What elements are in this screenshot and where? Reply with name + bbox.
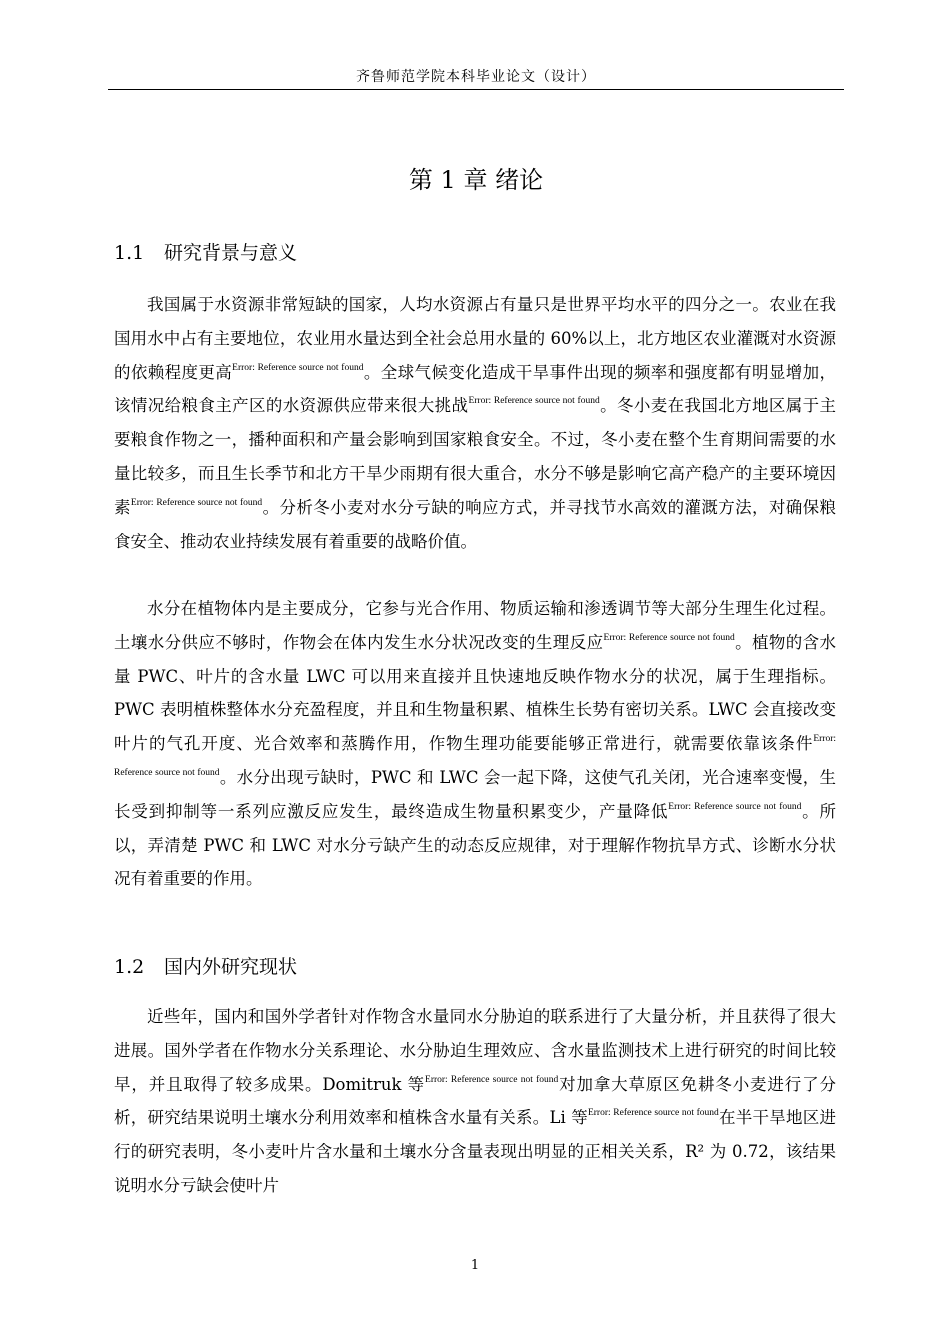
paragraph-text: 。植物的含水量 PWC、叶片的含水量 LWC 可以用来直接并且快速地反映作物水分的状况，属于生理指标。PWC 表明植株整体水分充盈程度，并且和生物量积累、植株生长势有密切关系。LWC 会直接改变叶片的气孔开度、光合效率和蒸腾作用，作物生理功能要能够正常进行，就需要依靠该条件	[114, 632, 837, 754]
header-rule	[108, 89, 844, 90]
paragraph-text: 对加拿大草原区免耕冬小麦进行了分析，研究结果说明土壤水分利用效率和植株含水量有关系。Li 等	[114, 1074, 836, 1128]
page-number: 1	[470, 1258, 480, 1273]
paragraph-text: 在半干旱地区进行的研究表明，冬小麦叶片含水量和土壤水分含量表现出明显的正相关关系，R² 为 0.72，该结果说明水分亏缺会使叶片	[114, 1108, 836, 1195]
paragraph-text: 水分在植物体内是主要成分，它参与光合作用、物质运输和渗透调节等大部分生理生化过程。土壤水分供应不够时，作物会在体内发生水分状况改变的生理反应	[114, 599, 836, 652]
reference-error: Error: Reference source not found	[668, 801, 802, 812]
reference-error: Error: Reference source not found	[587, 1108, 719, 1119]
section-number: 1.1	[114, 242, 145, 264]
section-number: 1.2	[114, 956, 145, 978]
reference-error: Error: Reference source not found	[130, 497, 263, 508]
reference-error: Error: Reference source not found	[468, 396, 600, 407]
reference-error: Error: Reference source not found	[425, 1074, 559, 1085]
page-header: 齐鲁师范学院本科毕业论文（设计）	[356, 69, 596, 85]
paragraph-water-physiology	[114, 592, 836, 896]
chapter-title: 第 1 章 绪论	[408, 166, 544, 194]
paragraph-text: 我国属于水资源非常短缺的国家，人均水资源占有量只是世界平均水平的四分之一。农业在我国用水中占有主要地位，农业用水量达到全社会总用水量的 60%以上，北方地区农业灌溉对水资源的依赖程度更高	[114, 295, 836, 382]
section-heading-1-1	[114, 238, 297, 265]
reference-error: Error: Reference source not found	[114, 734, 836, 778]
paragraph-text: 近些年，国内和国外学者针对作物含水量同水分胁迫的联系进行了大量分析，并且获得了很大进展。国外学者在作物水分关系理论、水分胁迫生理效应、含水量监测技术上进行研究的时间比较早，并且取得了较多成果。Domitruk 等	[114, 1007, 836, 1094]
paragraph-research-status	[114, 1000, 836, 1203]
section-title: 国内外研究现状	[164, 956, 298, 978]
paragraph-text: 。所以，弄清楚 PWC 和 LWC 对水分亏缺产生的动态反应规律，对于理解作物抗旱方式、诊断水分状况有着重要的作用。	[114, 801, 837, 889]
section-heading-1-2	[114, 952, 297, 979]
paragraph-text: 。分析冬小麦对水分亏缺的响应方式，并寻找节水高效的灌溉方法，对确保粮食安全、推动农业持续发展有着重要的战略价值。	[114, 497, 837, 551]
reference-error: Error: Reference source not found	[232, 362, 364, 373]
paragraph-text: 。冬小麦在我国北方地区属于主要粮食作物之一，播种面积和产量会影响到国家粮食安全。不过，冬小麦在整个生育期间需要的水量比较多，而且生长季节和北方干旱少雨期有很大重合，水分不够是影响它高产稳产的主要环境因素	[114, 396, 837, 517]
reference-error: Error: Reference source not found	[603, 632, 735, 643]
paragraph-background	[114, 288, 836, 558]
paragraph-text: 。全球气候变化造成干旱事件出现的频率和强度都有明显增加，该情况给粮食主产区的水资源供应带来很大挑战	[114, 362, 837, 416]
section-title: 研究背景与意义	[164, 242, 298, 264]
paragraph-text: 。水分出现亏缺时，PWC 和 LWC 会一起下降，这使气孔关闭，光合速率变慢，生长受到抑制等一系列应激反应发生，最终造成生物量积累变少，产量降低	[114, 767, 837, 821]
